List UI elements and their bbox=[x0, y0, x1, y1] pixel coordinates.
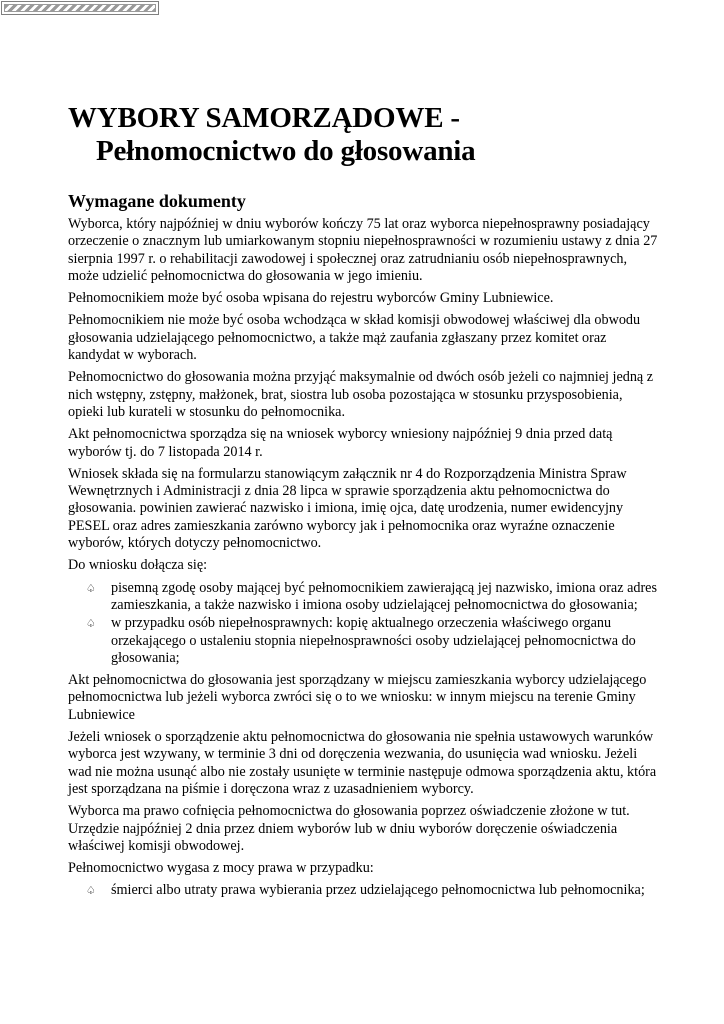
header-stamp-image bbox=[1, 1, 159, 15]
paragraph: Wyborca, który najpóźniej w dniu wyborów kończy 75 lat oraz wyborca niepełnosprawny posiadający orzeczenie o znacznym lub umiarkowanym stopniu niepełnosprawności w rozumieniu ustawy z dnia 27 sierpnia 1997 r. o rehabilitacji zawodowej i społecznej oraz zatrudnianiu osób niepełnosprawnych, może udzielić pełnomocnictwa do głosowania w jego imieniu. bbox=[68, 216, 658, 284]
paragraph: Pełnomocnikiem może być osoba wpisana do rejestru wyborców Gminy Lubniewice. bbox=[68, 290, 554, 307]
spade-bullet-icon: ♤ bbox=[86, 617, 96, 631]
paragraph: Akt pełnomocnictwa do głosowania jest sporządzany w miejscu zamieszkania wyborcy udzielającego pełnomocnictwa lub jeżeli wyborca zwróci się o to we wniosku: w innym miejscu na terenie Gminy Lubniewice bbox=[68, 672, 647, 723]
page-title bbox=[68, 102, 660, 168]
spade-bullet-icon: ♤ bbox=[86, 581, 96, 595]
list-item bbox=[86, 580, 660, 615]
attachments-list bbox=[68, 580, 660, 667]
paragraph: Pełnomocnictwo wygasa z mocy prawa w przypadku: bbox=[68, 860, 374, 877]
section-heading: Wymagane dokumenty bbox=[68, 191, 246, 211]
spade-bullet-icon: ♤ bbox=[86, 884, 96, 898]
title-line-1: WYBORY SAMORZĄDOWE - bbox=[68, 102, 460, 134]
expiry-list bbox=[68, 882, 660, 899]
paragraph: Wyborca ma prawo cofnięcia pełnomocnictwa do głosowania poprzez oświadczenie złożone w tut. Urzędzie najpóźniej 2 dnia przez dniem wyborów lub w dniu wyborów doręczenie oświadczenia właściwej komisji obwodowej. bbox=[68, 803, 630, 854]
list-item bbox=[86, 615, 660, 667]
paragraph: Akt pełnomocnictwa sporządza się na wniosek wyborcy wniesiony najpóźniej 9 dnia przed datą wyborów tj. do 7 listopada 2014 r. bbox=[68, 426, 613, 460]
document-body bbox=[68, 102, 660, 905]
paragraph: Jeżeli wniosek o sporządzenie aktu pełnomocnictwa do głosowania nie spełnia ustawowych warunków wyborca jest wzywany, w terminie 3 dni od doręczenia wezwania, do usunięcia wad wniosku. Jeżeli wad nie można usunąć albo nie zostały usunięte w terminie następuje odmowa sporządzenia aktu, która jest sporządzana na piśmie i doręczona wraz z uzasadnieniem wyborcy. bbox=[68, 729, 657, 797]
list-item-text: w przypadku osób niepełnosprawnych: kopię aktualnego orzeczenia właściwego organu orzekającego o ustaleniu stopnia niepełnosprawności osoby udzielającej pełnomocnictwa do głosowania; bbox=[111, 615, 636, 666]
paragraph: Do wniosku dołącza się: bbox=[68, 557, 208, 574]
list-item-text: pisemną zgodę osoby mającej być pełnomocnikiem zawierającą jej nazwisko, imiona oraz adres zamieszkania, a także nazwisko i imiona osoby udzielającej pełnomocnictwa do głosowania; bbox=[111, 579, 658, 613]
list-item bbox=[86, 882, 660, 899]
paragraph: Wniosek składa się na formularzu stanowiącym załącznik nr 4 do Rozporządzenia Ministra Spraw Wewnętrznych i Administracji z dnia 28 lipca w sprawie sporządzenia aktu pełnomocnictwa do głosowania. powinien zawierać nazwisko i imiona, imię ojca, datę urodzenia, numer ewidencyjny PESEL oraz adres zamieszkania zarówno wyborcy jak i pełnomocnika oraz wyraźne oznaczenie wyborów, których dotyczy pełnomocnictwo. bbox=[68, 465, 627, 552]
paragraph: Pełnomocnictwo do głosowania można przyjąć maksymalnie od dwóch osób jeżeli co najmniej jedną z nich wstępny, zstępny, małżonek, brat, siostra lub osoba pozostająca w stosunku przysposobienia, opieki lub kurateli w stosunku do pełnomocnika. bbox=[68, 369, 654, 420]
list-item-text: śmierci albo utraty prawa wybierania przez udzielającego pełnomocnictwa lub pełnomocnika; bbox=[111, 882, 645, 899]
stamp-pattern bbox=[4, 4, 156, 12]
paragraph: Pełnomocnikiem nie może być osoba wchodząca w skład komisji obwodowej właściwej dla obwodu głosowania udzielającego pełnomocnictwo, a także mąż zaufania zgłaszany przez komitet oraz kandydat w wyborach. bbox=[68, 312, 641, 364]
title-line-2: Pełnomocnictwo do głosowania bbox=[96, 135, 476, 167]
